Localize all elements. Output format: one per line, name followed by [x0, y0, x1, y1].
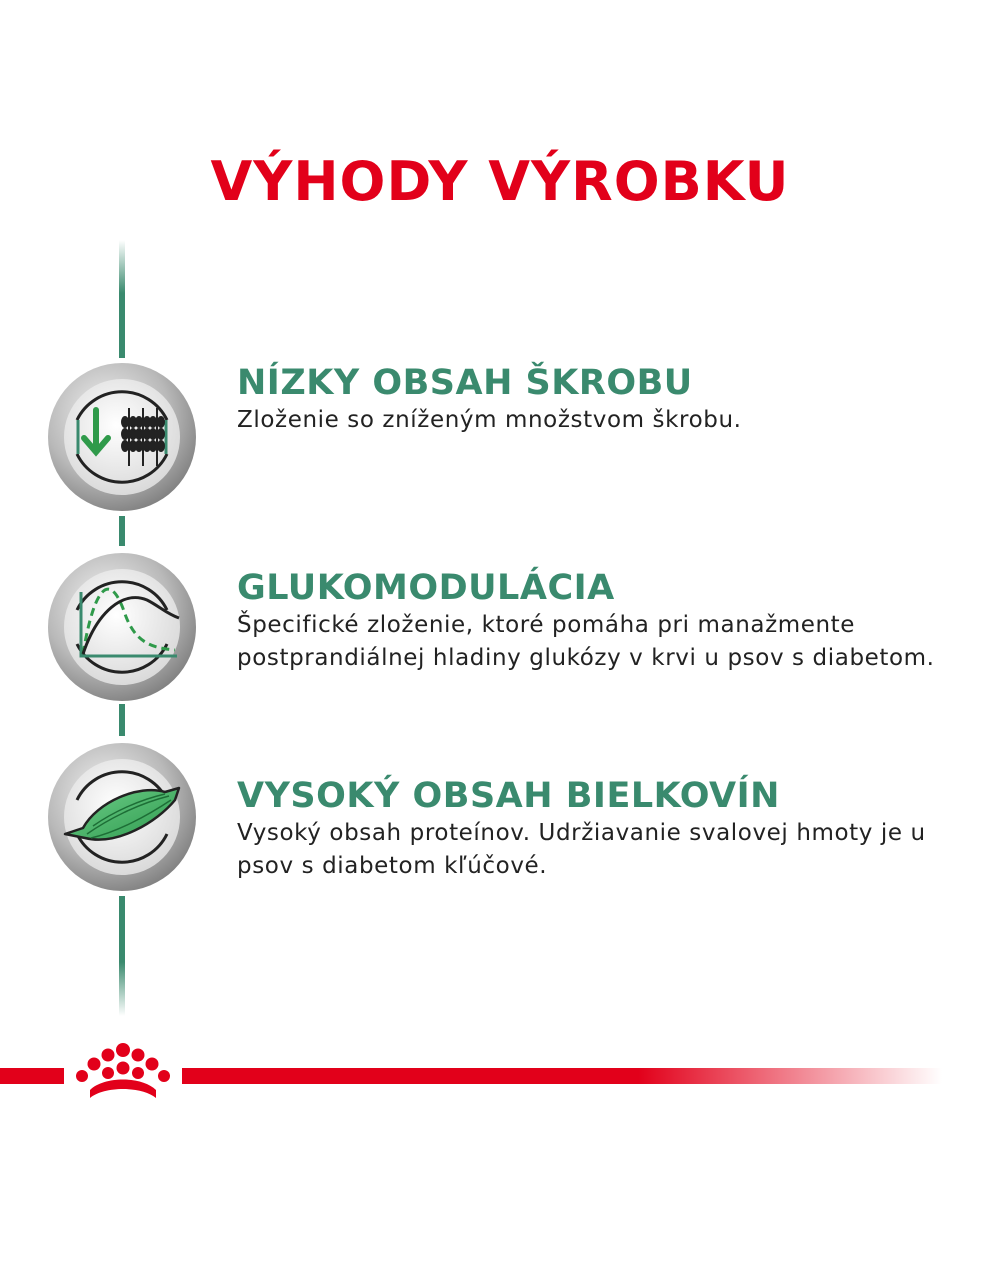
muscle-icon [47, 742, 197, 892]
page-title: VÝHODY VÝROBKU [210, 150, 790, 213]
feature-low-starch [237, 362, 977, 437]
brand-divider-left [0, 1068, 64, 1084]
timeline-line-segment [119, 704, 125, 736]
glucose-curve-icon [47, 552, 197, 702]
brand-divider-right [182, 1068, 942, 1084]
feature-heading: GLUKOMODULÁCIA [237, 568, 615, 608]
timeline-line-top [119, 240, 125, 358]
royal-canin-crown-icon [70, 1042, 176, 1106]
timeline-line-bottom [119, 896, 125, 1016]
feature-description-line: Špecifické zloženie, ktoré pomáha pri manažmente [237, 612, 856, 638]
feature-glucomodulation [237, 567, 977, 675]
reduced-starch-icon [47, 362, 197, 512]
feature-description-line: Zloženie so zníženým množstvom škrobu. [237, 407, 742, 433]
timeline-line-segment [119, 516, 125, 546]
feature-heading: VYSOKÝ OBSAH BIELKOVÍN [237, 776, 780, 816]
feature-description-line: Vysoký obsah proteínov. Udržiavanie svalovej hmoty je u [237, 820, 926, 846]
feature-heading: NÍZKY OBSAH ŠKROBU [237, 363, 693, 403]
feature-description-line: psov s diabetom kľúčové. [237, 853, 548, 879]
feature-high-protein [237, 775, 977, 883]
feature-description-line: postprandiálnej hladiny glukózy v krvi u psov s diabetom. [237, 645, 935, 671]
